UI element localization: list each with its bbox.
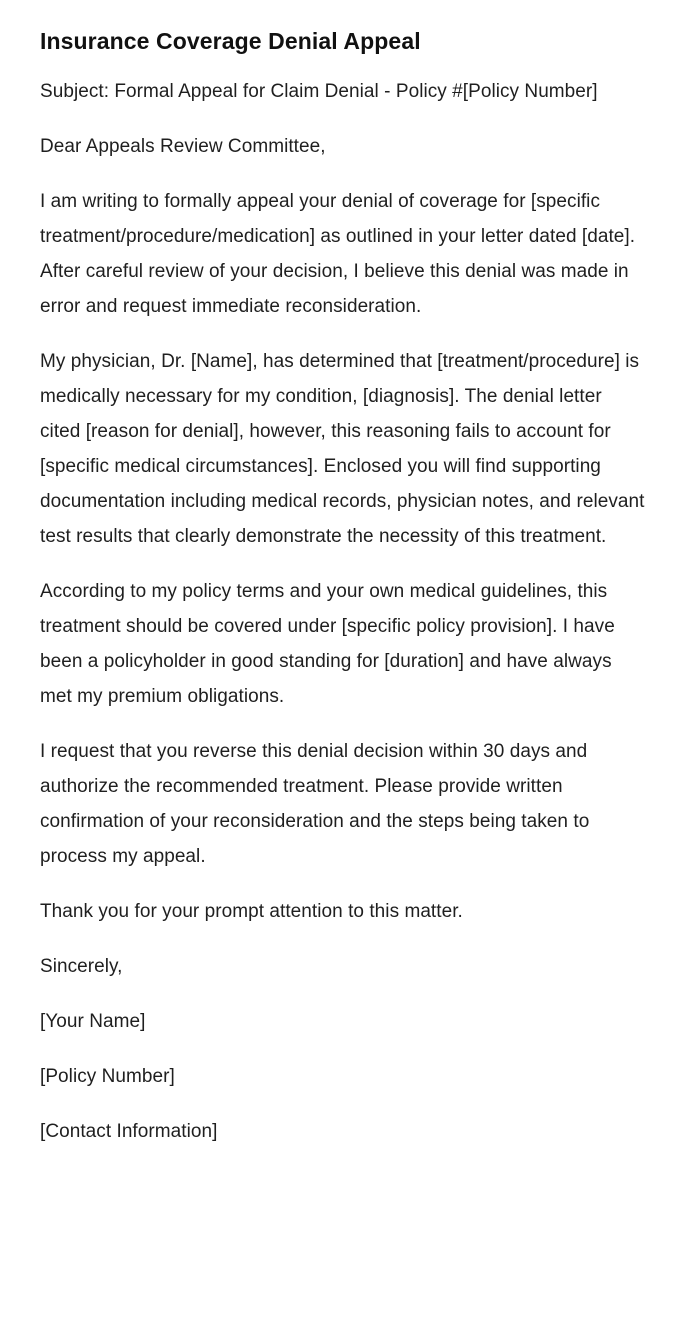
body-paragraph-request-reversal: I request that you reverse this denial decision within 30 days and authorize the recommended treatment. Please provide written confirmation of your reconsideration and the steps being taken to process my appeal. xyxy=(40,741,590,867)
signature-policy-number-placeholder: [Policy Number] xyxy=(40,1066,175,1087)
body-paragraph-appeal-intro: I am writing to formally appeal your denial of coverage for [specific treatment/procedure/medication] as outlined in your letter dated [date]. After careful review of your decision, I believe this denial was made in error and request immediate reconsideration. xyxy=(40,191,636,317)
page-title: Insurance Coverage Denial Appeal xyxy=(40,28,421,54)
closing-thanks: Thank you for your prompt attention to this matter. xyxy=(40,901,463,922)
signature-contact-info-placeholder: [Contact Information] xyxy=(40,1121,218,1142)
sign-off: Sincerely, xyxy=(40,956,123,977)
body-paragraph-medical-necessity: My physician, Dr. [Name], has determined that [treatment/procedure] is medically necessary for my condition, [diagnosis]. The denial letter cited [reason for denial], however, this reasoning fails to account for [specific medical circumstances]. Enclosed you will find supporting documentation including medical records, physician notes, and relevant test results that clearly demonstrate the necessity of this treatment. xyxy=(40,351,645,547)
subject-line: Subject: Formal Appeal for Claim Denial - Policy #[Policy Number] xyxy=(40,81,598,102)
salutation: Dear Appeals Review Committee, xyxy=(40,136,326,157)
body-paragraph-policy-terms: According to my policy terms and your own medical guidelines, this treatment should be covered under [specific policy provision]. I have been a policyholder in good standing for [duration] and have always met my premium obligations. xyxy=(40,581,615,707)
signature-name-placeholder: [Your Name] xyxy=(40,1011,146,1032)
